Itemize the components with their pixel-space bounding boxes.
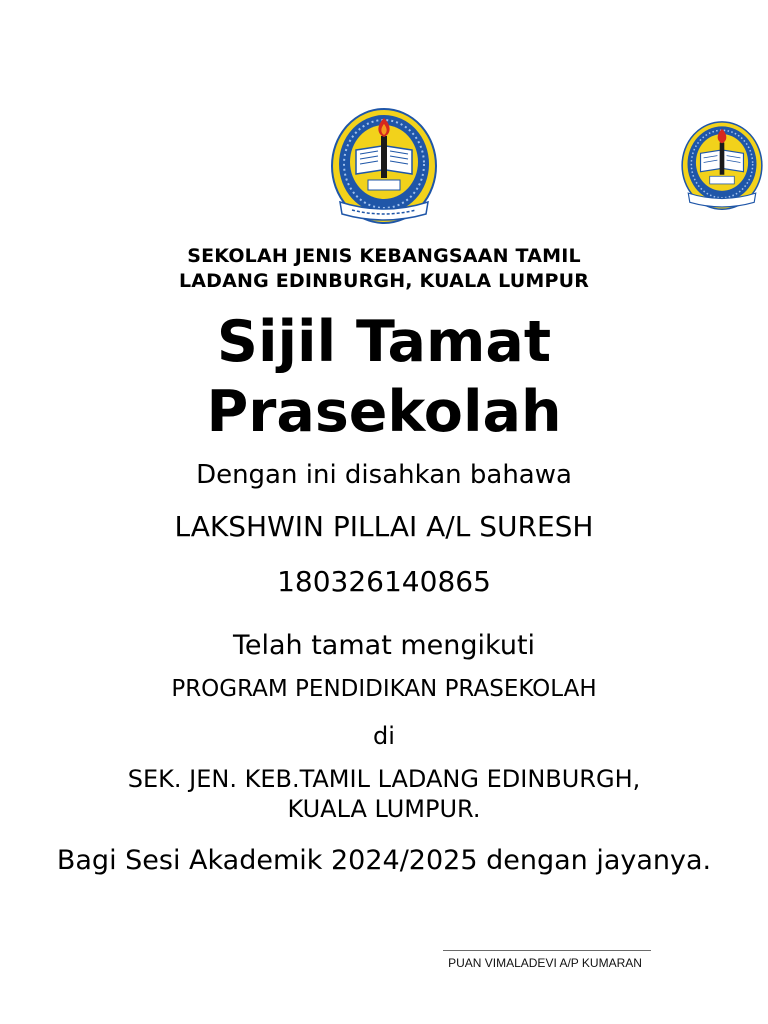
student-id-number: 180326140865 (277, 565, 491, 598)
school-name-line-2: LADANG EDINBURGH, KUALA LUMPUR (178, 270, 590, 292)
signature-line (443, 950, 651, 951)
school-crest-logo-corner (678, 118, 766, 210)
venue-line-1: SEK. JEN. KEB.TAMIL LADANG EDINBURGH, (127, 765, 641, 793)
school-name-line-1: SEKOLAH JENIS KEBANGSAAN TAMIL (187, 245, 581, 267)
signatory-name: PUAN VIMALADEVI A/P KUMARAN (448, 956, 642, 970)
school-crest-icon (330, 104, 438, 224)
student-name: LAKSHWIN PILLAI A/L SURESH (174, 510, 594, 543)
certification-intro: Dengan ini disahkan bahawa (196, 460, 572, 490)
school-crest-icon (678, 118, 766, 210)
certificate-title-line-2: Prasekolah (206, 379, 562, 445)
completion-text: Telah tamat mengikuti (232, 630, 536, 661)
school-crest-logo (330, 104, 438, 224)
certificate-title-line-1: Sijil Tamat (216, 309, 552, 375)
program-name: PROGRAM PENDIDIKAN PRASEKOLAH (171, 676, 597, 702)
academic-session-text: Bagi Sesi Akademik 2024/2025 dengan jayanya. (56, 845, 712, 876)
venue-line-2: KUALA LUMPUR. (287, 795, 481, 823)
at-text: di (373, 722, 395, 750)
